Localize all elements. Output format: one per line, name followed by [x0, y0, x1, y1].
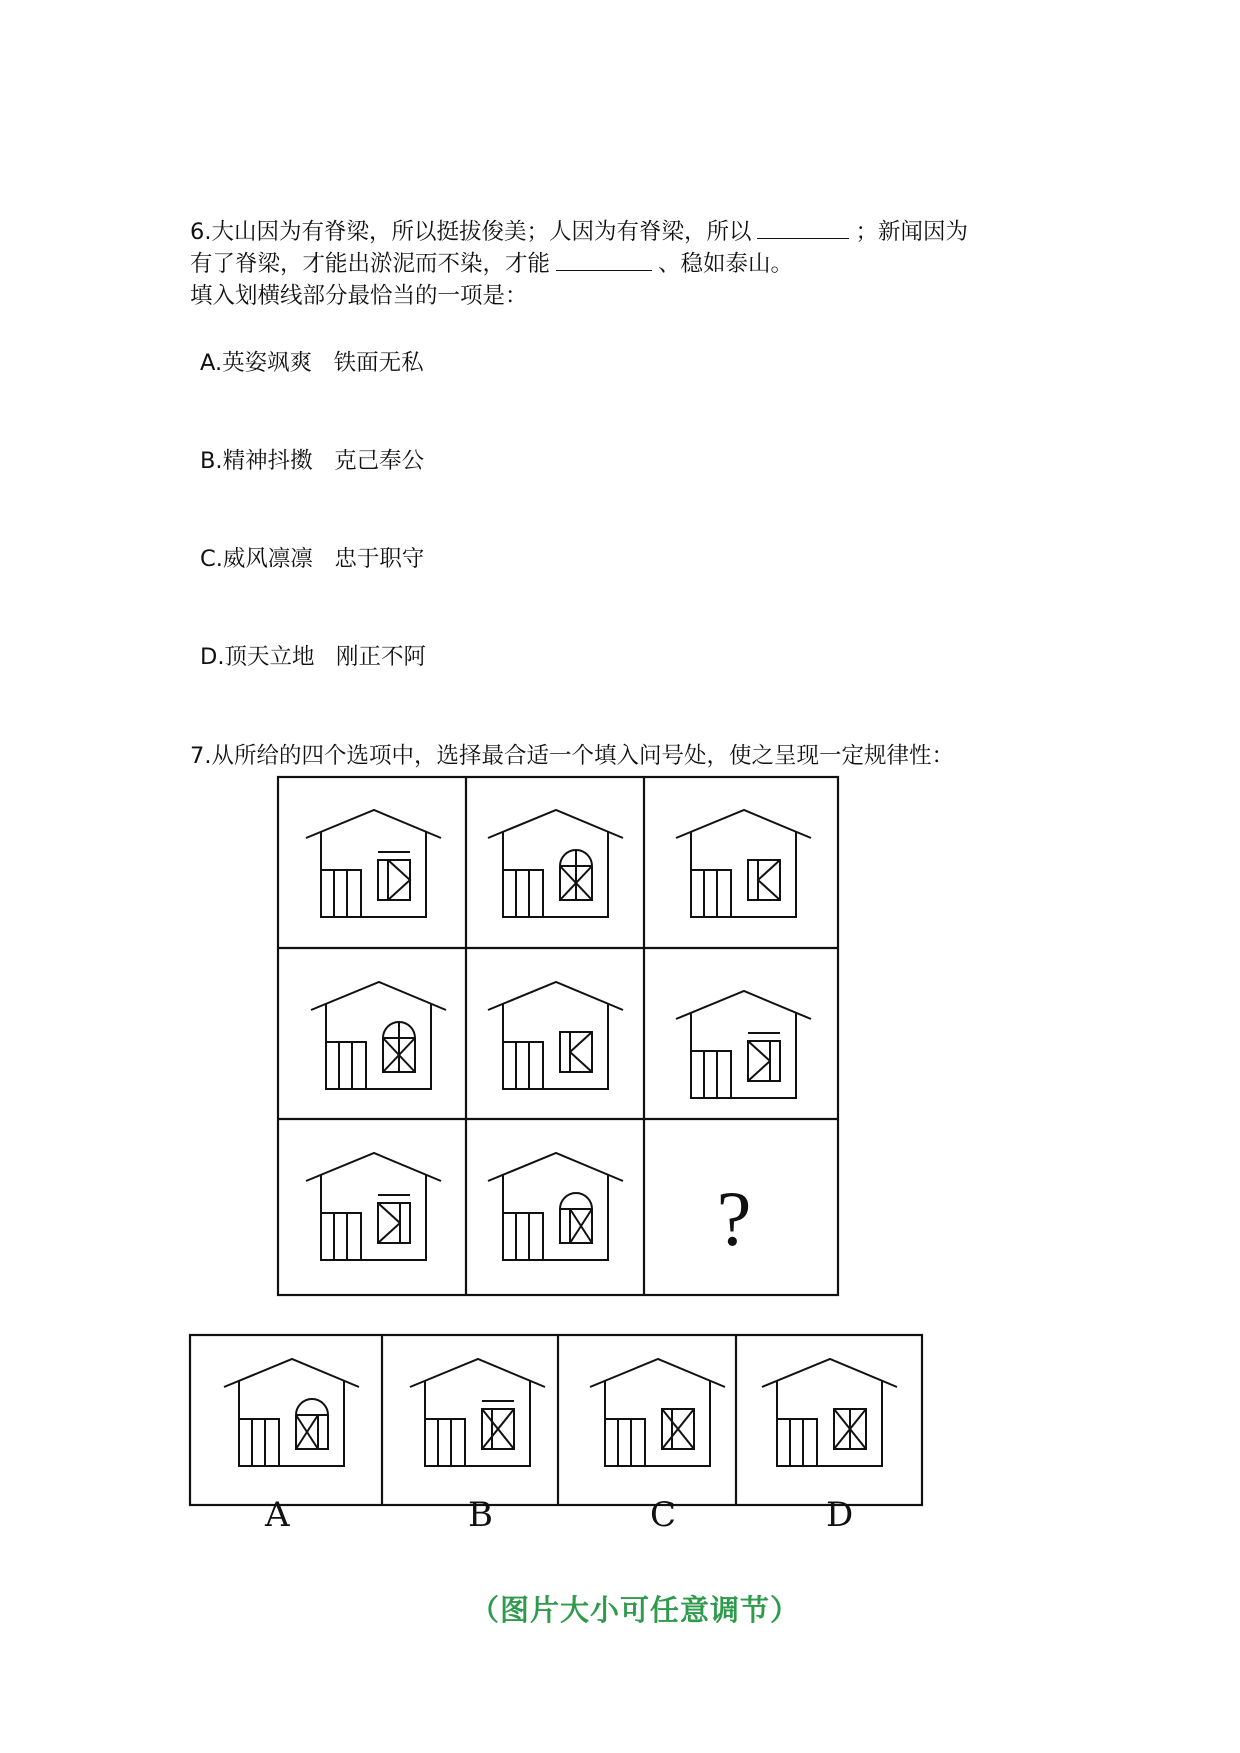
matrix-cells — [306, 810, 811, 1262]
q6-option-d[interactable] — [200, 641, 426, 673]
answer-label-d: D — [826, 1495, 854, 1535]
house-r2c2 — [488, 982, 623, 1089]
question-mark: ? — [716, 1175, 752, 1262]
answer-option-c-figure[interactable] — [590, 1359, 725, 1466]
q6-option-c[interactable] — [200, 543, 424, 575]
house-r2c1 — [311, 982, 446, 1089]
house-r1c1 — [306, 810, 441, 917]
q6-line-2-start: 有了脊梁，才能出淤泥而不染，才能 — [190, 251, 551, 277]
q6-prompt: 填入划横线部分最恰当的一项是： — [190, 283, 528, 309]
option-b-text: 克己奉公 — [334, 448, 425, 474]
option-a-label: A.英姿飒爽 — [200, 350, 313, 376]
answer-option-a-figure[interactable] — [224, 1359, 359, 1466]
q6-line-1 — [190, 216, 968, 248]
house-r1c3 — [676, 810, 811, 917]
q7-matrix-figure — [276, 775, 841, 1300]
image-caption: （图片大小可任意调节） — [470, 1593, 801, 1627]
option-c-text: 忠于职守 — [334, 546, 425, 572]
q6-blank-2 — [556, 248, 652, 271]
q7-text: 7.从所给的四个选项中，选择最合适一个填入问号处，使之呈现一定规律性： — [190, 743, 954, 769]
house-r2c3 — [676, 991, 811, 1098]
house-r1c2 — [488, 810, 623, 917]
option-d-text: 刚正不阿 — [335, 644, 426, 670]
house-r3c2 — [488, 1153, 623, 1260]
answer-label-b: B — [468, 1495, 493, 1535]
q7-answer-figure — [188, 1333, 926, 1513]
option-c-label: C.威风凛凛 — [200, 546, 313, 572]
answer-option-b-figure[interactable] — [410, 1359, 545, 1466]
option-b-label: B.精神抖擞 — [200, 448, 313, 474]
q6-line-2 — [190, 248, 793, 280]
option-d-label: D.顶天立地 — [200, 644, 315, 670]
answer-label-c: C — [650, 1495, 677, 1535]
answer-label-a: A — [265, 1495, 290, 1535]
q6-line-2-end: 、稳如泰山。 — [658, 251, 794, 277]
q6-option-a[interactable] — [200, 347, 424, 379]
q6-line-1-end: ；新闻因为 — [855, 219, 968, 245]
q6-line-1-start: 6.大山因为有脊梁，所以挺拔俊美；人因为有脊梁，所以 — [190, 219, 752, 245]
option-a-text: 铁面无私 — [333, 350, 424, 376]
answer-option-d-figure[interactable] — [762, 1359, 897, 1466]
house-r3c1 — [306, 1153, 441, 1260]
q6-blank-1 — [757, 216, 849, 239]
q6-option-b[interactable] — [200, 445, 424, 477]
